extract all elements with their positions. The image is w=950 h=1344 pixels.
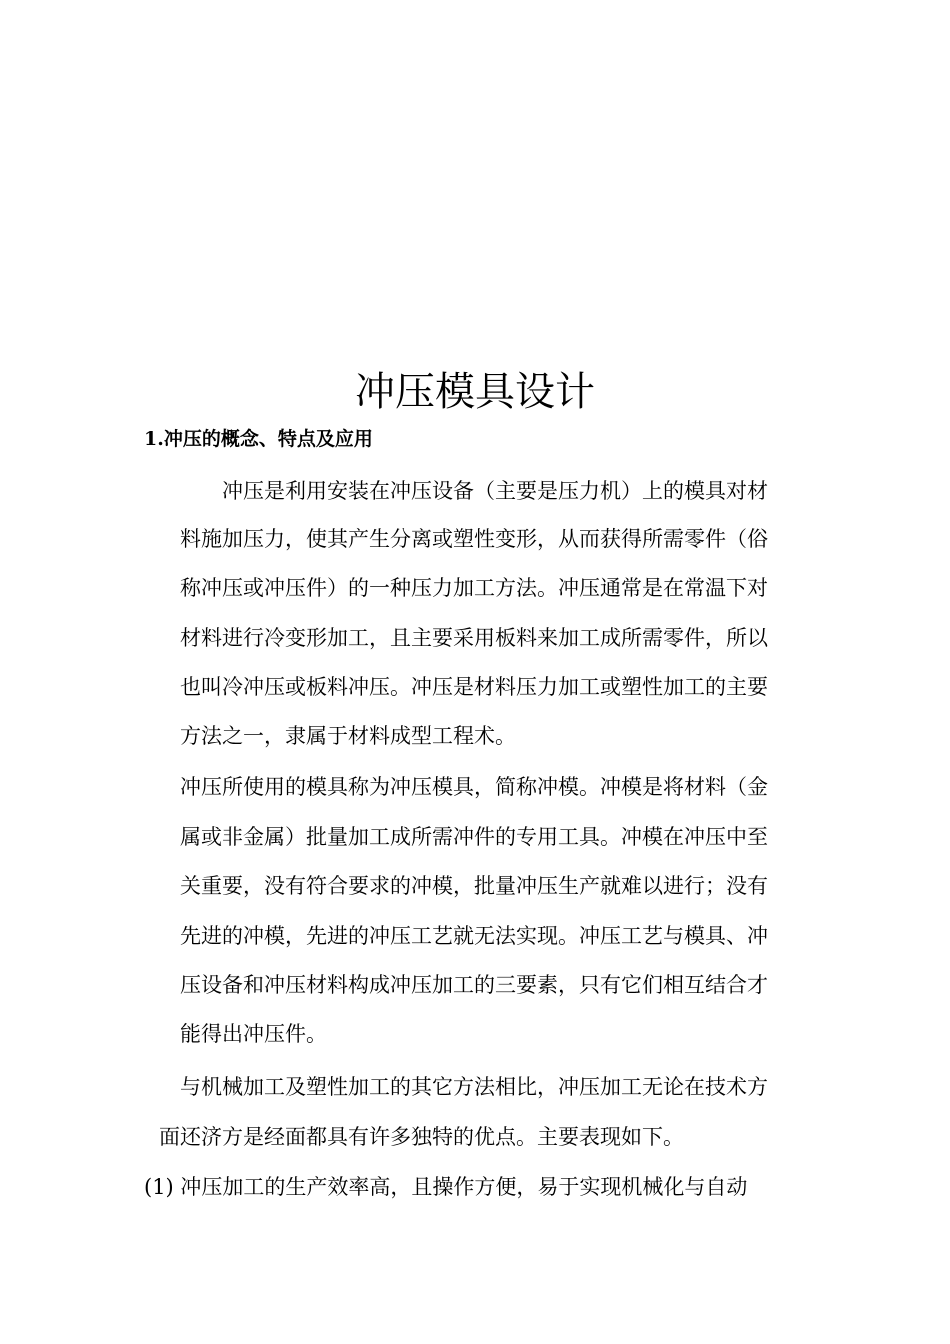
paragraph-1-line-3: 称冲压或冲压件）的一种压力加工方法。冲压通常是在常温下对 bbox=[180, 576, 768, 600]
paragraph-1-line-4: 材料进行冷变形加工，且主要采用板料来加工成所需零件，所以 bbox=[180, 626, 768, 650]
list-item-1: (1) 冲压加工的生产效率高，且操作方便，易于实现机械化与自动 bbox=[144, 1175, 748, 1199]
paragraph-3-line-2: 面还济方是经面都具有许多独特的优点。主要表现如下。 bbox=[159, 1125, 684, 1149]
paragraph-2-line-2: 属或非金属）批量加工成所需冲件的专用工具。冲模在冲压中至 bbox=[180, 825, 768, 849]
paragraph-2-line-4: 先进的冲模，先进的冲压工艺就无法实现。冲压工艺与模具、冲 bbox=[180, 924, 768, 948]
paragraph-1-line-5: 也叫冷冲压或板料冲压。冲压是材料压力加工或塑性加工的主要 bbox=[180, 675, 768, 699]
paragraph-2-line-5: 压设备和冲压材料构成冲压加工的三要素，只有它们相互结合才 bbox=[180, 973, 768, 997]
document-title: 冲压模具设计 bbox=[355, 369, 595, 415]
paragraph-2-line-6: 能得出冲压件。 bbox=[180, 1022, 327, 1046]
paragraph-1-line-2: 料施加压力，使其产生分离或塑性变形，从而获得所需零件（俗 bbox=[180, 527, 768, 551]
paragraph-2-line-1: 冲压所使用的模具称为冲压模具，简称冲模。冲模是将材料（金 bbox=[180, 775, 768, 799]
paragraph-1-line-6: 方法之一，隶属于材料成型工程术。 bbox=[180, 724, 516, 748]
section-heading: 1.冲压的概念、特点及应用 bbox=[144, 428, 373, 450]
paragraph-1-line-1: 冲压是利用安装在冲压设备（主要是压力机）上的模具对材 bbox=[222, 479, 768, 503]
paragraph-3-line-1: 与机械加工及塑性加工的其它方法相比，冲压加工无论在技术方 bbox=[180, 1075, 768, 1099]
paragraph-2-line-3: 关重要，没有符合要求的冲模，批量冲压生产就难以进行；没有 bbox=[180, 874, 768, 898]
